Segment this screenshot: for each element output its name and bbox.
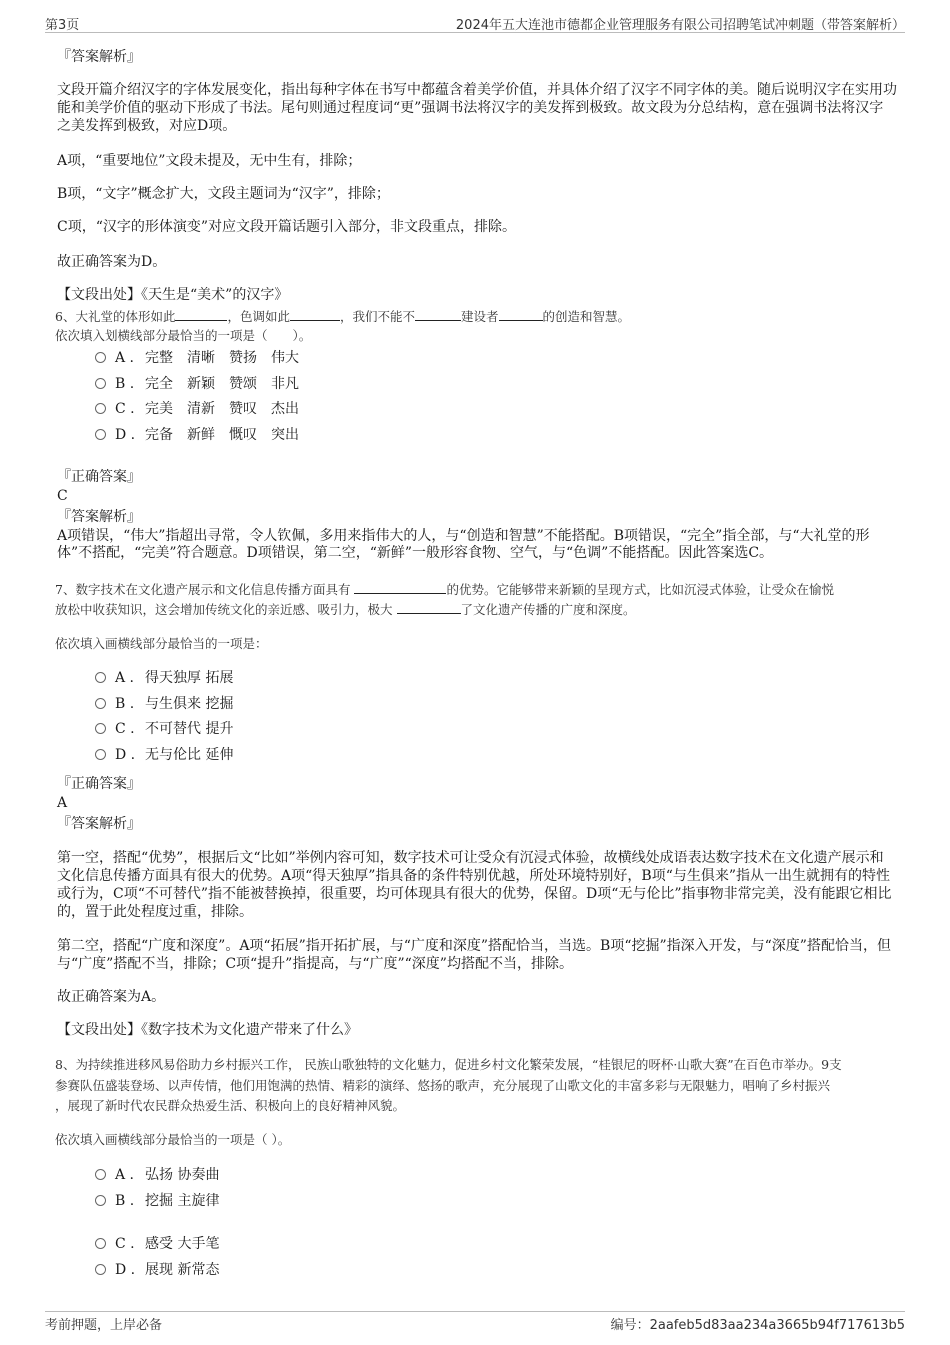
radio-button[interactable] — [95, 403, 106, 414]
footer-slogan: 考前押题，上岸必备 — [45, 1318, 163, 1333]
question-6-stem: 6、大礼堂的体形如此 ，色调如此 ，我们不能不 建设者 的创造和智慧。 — [55, 309, 631, 324]
q6-option-a[interactable]: A . 完整 清晰 赞扬 伟大 — [95, 349, 313, 367]
blank-line — [397, 600, 461, 614]
question-7-stem-line1: 7、数字技术在文化遗产展示和文化信息传播方面具有 的优势。它能够带来新颖的呈现方式，比如沉浸式体验，让受众在愉悦 — [55, 582, 834, 597]
analysis-label: 『答案解析』 — [57, 816, 141, 832]
analysis-conclusion: 故正确答案为D。 — [57, 254, 167, 270]
correct-answer: C — [57, 488, 68, 504]
question-7-prompt: 依次填入画横线部分最恰当的一项是： — [55, 636, 268, 651]
document-id: 编号：2aafeb5d83aa234a3665b94f717613b5 — [610, 1318, 905, 1333]
radio-button[interactable] — [95, 378, 106, 389]
analysis-paragraph: 第一空，搭配“优势”，根据后文“比如”举例内容可知，数字技术可让受众有沉浸式体验，故横线处成语表达数字技术在文化遗产展示和文化信息传播方面具有很大的优势。A项“得天独厚”指具备的条件特别优越，所处环境特别好，B项“与生俱来”指从一出生就拥有的特性或行为，C项“不可替代”指不能被替换掉，很重要，均可体现具有很大的优势，保留。D项“无与伦比”指事物非常完美，没有能跟它相比的，置于此处程度过重，排除。 — [57, 850, 892, 920]
correct-answer: A — [57, 795, 68, 811]
radio-button[interactable] — [95, 1238, 106, 1249]
question-7-stem-line2: 放松中收获知识，这会增加传统文化的亲近感、吸引力，极大 了文化遗产传播的广度和深度。 — [55, 602, 636, 617]
analysis-conclusion: 故正确答案为A。 — [57, 989, 166, 1005]
analysis-label: 『答案解析』 — [57, 49, 141, 65]
radio-button[interactable] — [95, 749, 106, 760]
blank-line — [175, 307, 227, 321]
analysis-paragraph: 文段开篇介绍汉字的字体发展变化，指出每种字体在书写中都蕴含着美学价值，并具体介绍了汉字不同字体的美。随后说明汉字在实用功能和美学价值的驱动下形成了书法。尾句则通过程度词“更”强调书法将汉字的美发挥到极致。故文段为分总结构，意在强调书法将汉字之美发挥到极致，对应D项。 — [57, 82, 897, 134]
q8-option-b[interactable]: B . 挖掘 主旋律 — [95, 1192, 219, 1210]
radio-button[interactable] — [95, 1169, 106, 1180]
correct-answer-label: 『正确答案』 — [57, 776, 141, 792]
radio-button[interactable] — [95, 429, 106, 440]
question-8-stem-line2: 参赛队伍盛装登场、以声传情，他们用饱满的热情、精彩的演绎、悠扬的歌声，充分展现了山歌文化的丰富多彩与无限魅力，唱响了乡村振兴 — [55, 1078, 831, 1093]
q8-option-d[interactable]: D . 展现 新常态 — [95, 1261, 219, 1279]
q8-option-a[interactable]: A . 弘扬 协奏曲 — [95, 1166, 219, 1184]
q6-option-d[interactable]: D . 完备 新鲜 慨叹 突出 — [95, 426, 313, 444]
analysis-paragraph: 第二空，搭配“广度和深度”。A项“拓展”指开拓扩展，与“广度和深度”搭配恰当，当选。B项“挖掘”指深入开发，与“深度”搭配恰当，但与“广度”搭配不当，排除；C项“提升”指提高，与“广度”“深度”均搭配不当，排除。 — [57, 938, 891, 972]
radio-button[interactable] — [95, 352, 106, 363]
q7-option-a[interactable]: A . 得天独厚 拓展 — [95, 669, 233, 687]
page-number: 第3页 — [45, 18, 80, 33]
passage-source: 【文段出处】《数字技术为文化遗产带来了什么》 — [57, 1022, 358, 1038]
radio-button[interactable] — [95, 698, 106, 709]
analysis-option-b: B项，“文字”概念扩大，文段主题词为“汉字”，排除； — [57, 186, 390, 202]
analysis-label: 『答案解析』 — [57, 509, 141, 525]
blank-line — [290, 307, 340, 321]
blank-line — [354, 580, 446, 594]
footer-divider — [45, 1311, 905, 1312]
analysis-option-a: A项，“重要地位”文段未提及，无中生有，排除； — [57, 153, 362, 169]
q7-option-c[interactable]: C . 不可替代 提升 — [95, 720, 233, 738]
radio-button[interactable] — [95, 672, 106, 683]
blank-line — [499, 307, 543, 321]
question-8-stem-line1: 8、为持续推进移风易俗助力乡村振兴工作， 民族山歌独特的文化魅力，促进乡村文化繁荣发展，“桂银尼的呀杯·山歌大赛”在百色市举办。9支 — [55, 1057, 842, 1072]
q8-option-c[interactable]: C . 感受 大手笔 — [95, 1235, 219, 1253]
analysis-option-c: C项，“汉字的形体演变”对应文段开篇话题引入部分，非文段重点，排除。 — [57, 219, 517, 235]
radio-button[interactable] — [95, 1264, 106, 1275]
analysis-paragraph: A项错误，“伟大”指超出寻常，令人钦佩，多用来指伟大的人，与“创造和智慧”不能搭配。B项错误，“完全”指全部，与“大礼堂的形体”不搭配，“完美”符合题意。D项错误，第二空，“新鲜”一般形容食物、空气，与“色调”不能搭配。因此答案选C。 — [57, 528, 870, 561]
question-6-prompt: 依次填入划横线部分最恰当的一项是（ ）。 — [55, 328, 312, 343]
q6-option-b[interactable]: B . 完全 新颖 赞颂 非凡 — [95, 375, 313, 393]
q7-option-d[interactable]: D . 无与伦比 延伸 — [95, 746, 233, 764]
radio-button[interactable] — [95, 1195, 106, 1206]
q7-option-b[interactable]: B . 与生俱来 挖掘 — [95, 695, 233, 713]
passage-source: 【文段出处】《天生是“美术”的汉字》 — [57, 287, 289, 303]
question-8-prompt: 依次填入画横线部分最恰当的一项是（ ）。 — [55, 1132, 291, 1147]
correct-answer-label: 『正确答案』 — [57, 469, 141, 485]
blank-line — [415, 307, 461, 321]
q6-option-c[interactable]: C . 完美 清新 赞叹 杰出 — [95, 400, 313, 418]
document-title: 2024年五大连池市德都企业管理服务有限公司招聘笔试冲刺题（带答案解析） — [455, 18, 905, 33]
question-8-stem-line3: ，展现了新时代农民群众热爱生活、积极向上的良好精神风貌。 — [55, 1098, 406, 1113]
radio-button[interactable] — [95, 723, 106, 734]
header-divider — [45, 32, 905, 33]
